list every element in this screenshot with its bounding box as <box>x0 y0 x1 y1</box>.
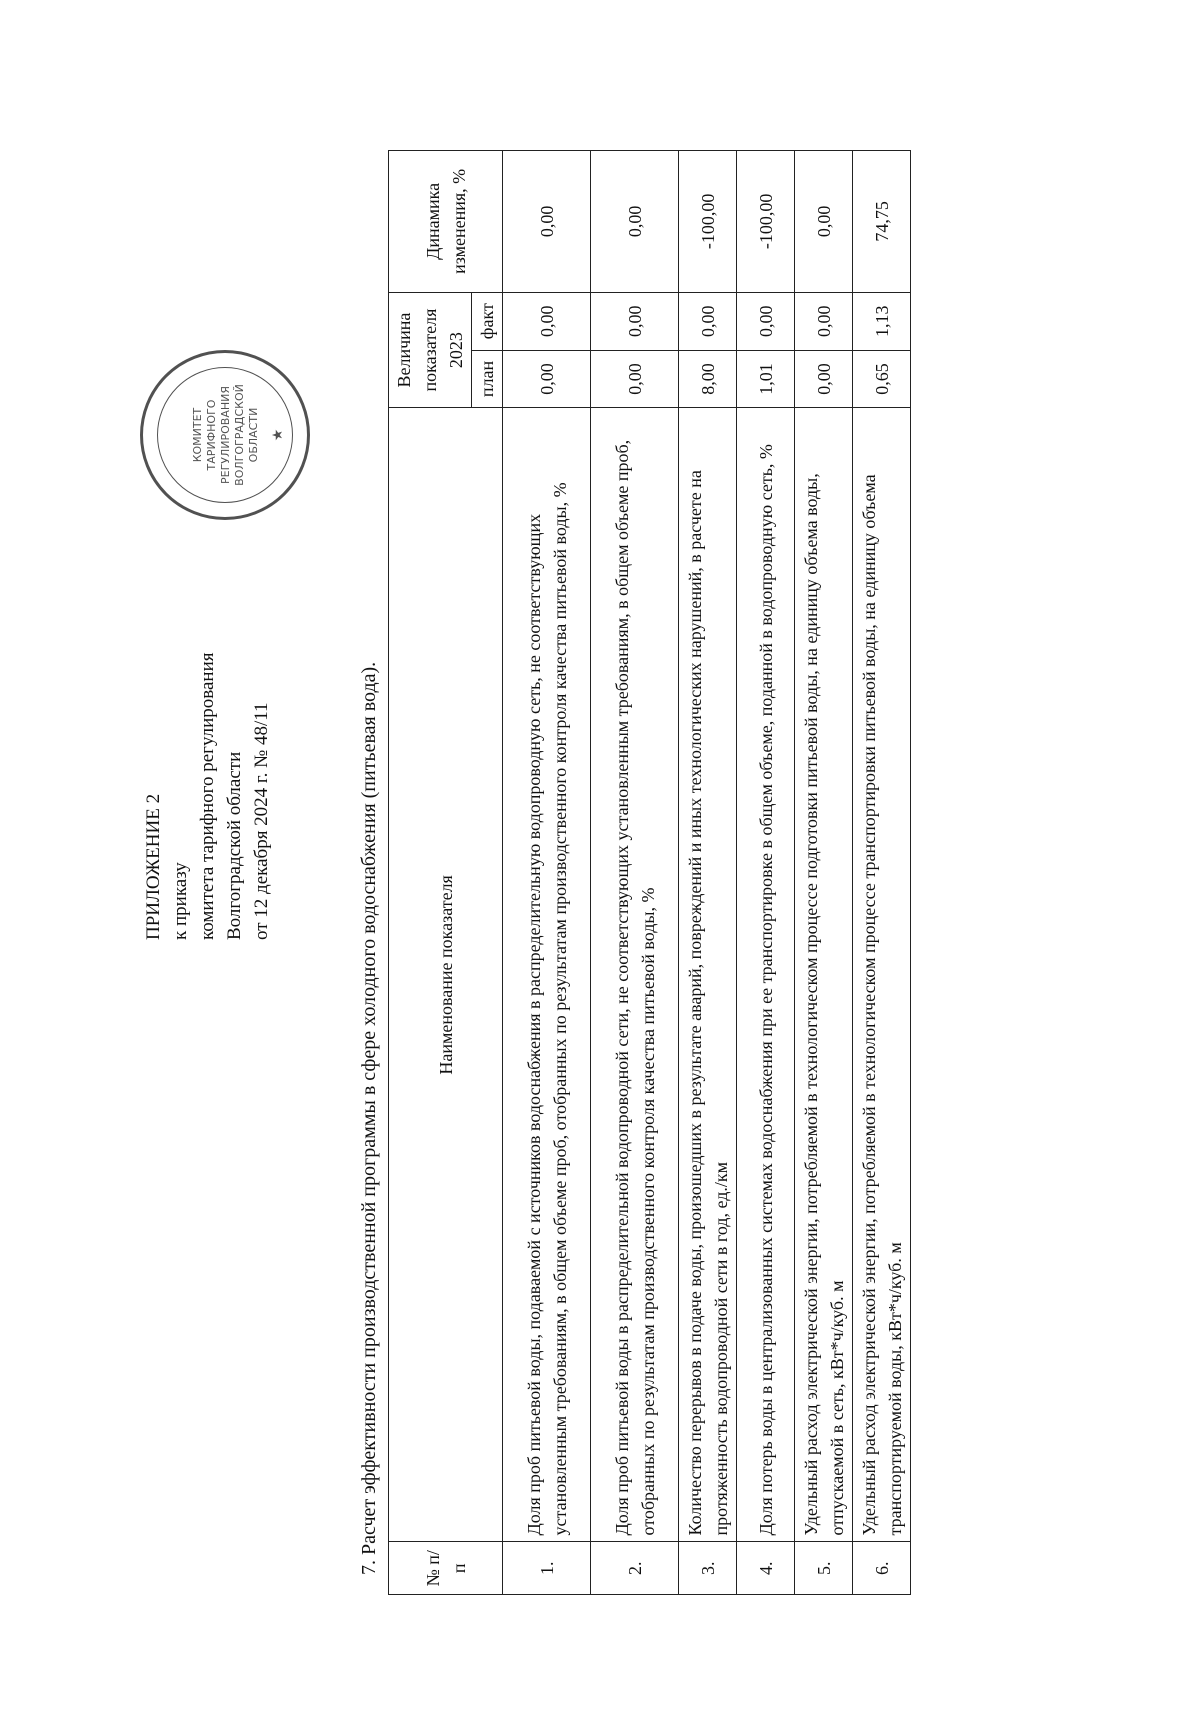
row-dynamics: -100,00 <box>679 151 737 293</box>
document-header <box>140 140 275 940</box>
table-row <box>795 151 853 1595</box>
row-name: Удельный расход электрической энергии, потребляемой в технологическом процессе транспортировки питьевой воды, на единицу объема транспортируемой воды, кВт*ч/куб. м <box>853 408 911 1542</box>
table-row <box>591 151 679 1595</box>
row-plan: 0,00 <box>503 350 591 408</box>
row-plan: 1,01 <box>737 350 795 408</box>
row-num: 5. <box>795 1542 853 1595</box>
row-name: Удельный расход электрической энергии, потребляемой в технологическом процессе подготовки питьевой воды, на единицу объема воды, отпускаемой в сеть, кВт*ч/куб. м <box>795 408 853 1542</box>
appendix-label: ПРИЛОЖЕНИЕ 2 <box>143 793 164 940</box>
table-row <box>679 151 737 1595</box>
table-row <box>853 151 911 1595</box>
row-num: 6. <box>853 1542 911 1595</box>
table-row <box>503 151 591 1595</box>
header-name: Наименование показателя <box>389 408 503 1542</box>
row-fact: 1,13 <box>853 292 911 350</box>
row-fact: 0,00 <box>795 292 853 350</box>
indicators-table <box>388 150 911 1595</box>
stamp-text: КОМИТЕТ ТАРИФНОГО РЕГУЛИРОВАНИЯ ВОЛГОГРАДСКОЙ ОБЛАСТИ <box>191 384 260 486</box>
order-reference: к приказу <box>170 862 191 940</box>
row-fact: 0,00 <box>679 292 737 350</box>
row-num: 3. <box>679 1542 737 1595</box>
row-fact: 0,00 <box>591 292 679 350</box>
header-plan: план <box>472 350 503 408</box>
header-num: № п/п <box>389 1542 503 1595</box>
header-value-group: Величина показателя 2023 <box>389 292 472 408</box>
row-dynamics: 74,75 <box>853 151 911 293</box>
star-icon: ★ <box>271 428 286 442</box>
row-dynamics: 0,00 <box>795 151 853 293</box>
row-fact: 0,00 <box>503 292 591 350</box>
header-dynamics: Динамика изменения, % <box>389 151 503 293</box>
row-plan: 8,00 <box>679 350 737 408</box>
row-plan: 0,00 <box>795 350 853 408</box>
row-dynamics: -100,00 <box>737 151 795 293</box>
table-caption: 7. Расчет эффективности производственной программы в сфере холодного водоснабжения (питьевая вода). <box>358 661 380 1575</box>
row-dynamics: 0,00 <box>503 151 591 293</box>
region-name: Волгоградской области <box>224 751 245 940</box>
table-row <box>737 151 795 1595</box>
row-num: 1. <box>503 1542 591 1595</box>
row-name: Доля проб питьевой воды в распределительной водопроводной сети, не соответствующих установленным требованиям, в общем объеме проб, отобранных по результатам производственного контроля качества питьевой воды, % <box>591 408 679 1542</box>
row-num: 2. <box>591 1542 679 1595</box>
row-name: Доля потерь воды в централизованных системах водоснабжения при ее транспортировке в общем объеме, поданной в водопроводную сеть, % <box>737 408 795 1542</box>
row-name: Количество перерывов в подаче воды, произошедших в результате аварий, повреждений и иных технологических нарушений, в расчете на протяженность водопроводной сети в год, ед./км <box>679 408 737 1542</box>
official-stamp <box>140 350 310 520</box>
document-page <box>130 120 905 1620</box>
committee-name: комитета тарифного регулирования <box>197 652 218 940</box>
row-plan: 0,65 <box>853 350 911 408</box>
table-header-row <box>389 151 472 1595</box>
row-num: 4. <box>737 1542 795 1595</box>
header-fact: факт <box>472 292 503 350</box>
order-date-number: от 12 декабря 2024 г. № 48/11 <box>251 702 272 940</box>
row-fact: 0,00 <box>737 292 795 350</box>
row-name: Доля проб питьевой воды, подаваемой с источников водоснабжения в распределительную водопроводную сеть, не соответствующих установленным требованиям, в общем объеме проб, отобранных по результатам производственного контроля качества питьевой воды, % <box>503 408 591 1542</box>
row-dynamics: 0,00 <box>591 151 679 293</box>
row-plan: 0,00 <box>591 350 679 408</box>
